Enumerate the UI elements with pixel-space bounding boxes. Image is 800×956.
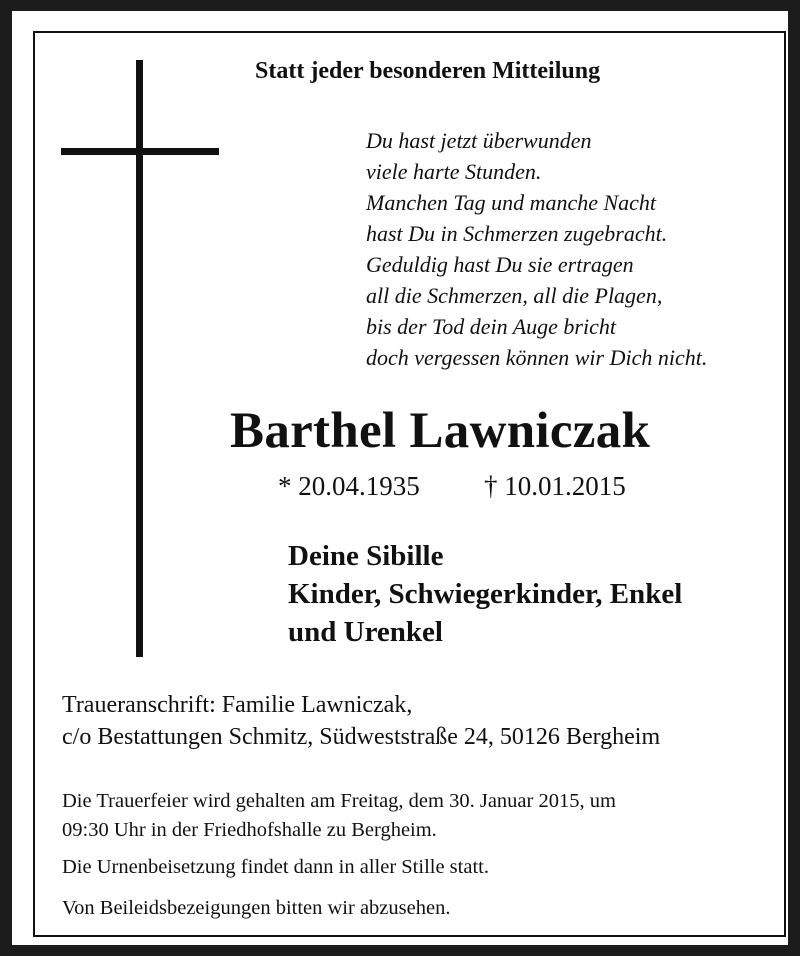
ceremony-line: Die Trauerfeier wird gehalten am Freitag, dem 30. Januar 2015, um (62, 790, 616, 812)
poem-line: bis der Tod dein Auge bricht (366, 314, 616, 339)
poem-line: Du hast jetzt überwunden (366, 128, 592, 153)
poem-line: doch vergessen können wir Dich nicht. (366, 345, 708, 370)
mourner-line: Deine Sibille (288, 540, 444, 572)
death-date: † 10.01.2015 (484, 471, 626, 501)
poem (366, 125, 707, 373)
poem-line: all die Schmerzen, all die Plagen, (366, 283, 663, 308)
birth-date: * 20.04.1935 (278, 471, 420, 501)
notice-heading: Statt jeder besonderen Mitteilung (255, 58, 601, 84)
address-line: Traueranschrift: Familie Lawniczak, (62, 692, 413, 718)
cross-horizontal-beam (61, 148, 219, 155)
poem-line: Manchen Tag und manche Nacht (366, 190, 657, 215)
mourner-line: Kinder, Schwiegerkinder, Enkel (288, 578, 683, 610)
poem-line: hast Du in Schmerzen zugebracht. (366, 221, 668, 246)
address-line: c/o Bestattungen Schmitz, Südweststraße 24, 50126 Bergheim (62, 724, 661, 750)
mourners (288, 537, 682, 651)
ceremony-line: 09:30 Uhr in der Friedhofshalle zu Bergheim. (62, 819, 437, 841)
mourning-address (62, 689, 660, 753)
ceremony-info (62, 787, 616, 845)
mourner-line: und Urenkel (288, 616, 443, 648)
poem-line: Geduldig hast Du sie ertragen (366, 252, 634, 277)
deceased-name: Barthel Lawniczak (230, 403, 651, 459)
burial-info: Die Urnenbeisetzung findet dann in aller Stille statt. (62, 856, 489, 878)
poem-line: viele harte Stunden. (366, 159, 542, 184)
condolences-info: Von Beileidsbezeigungen bitten wir abzusehen. (62, 897, 451, 919)
